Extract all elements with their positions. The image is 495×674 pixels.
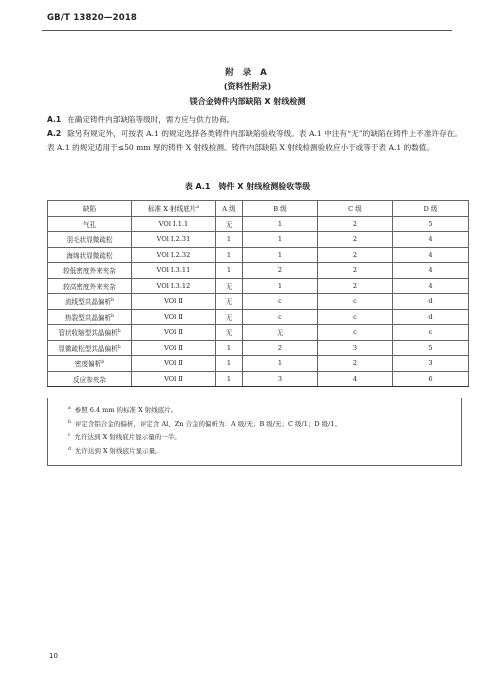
grade-b-cell [243,294,318,310]
grade-c-cell-text: 2 [352,235,358,244]
standard-film-cell [132,356,216,372]
grade-d-cell-text: 4 [428,281,433,290]
grade-d-cell-text: 4 [428,235,433,244]
grade-a-cell-text: 无 [225,313,233,322]
header-grade-b: B 级 [243,201,318,217]
table-note [68,403,461,417]
table-row [48,309,469,325]
grade-a-cell [216,340,243,356]
grade-a-cell-text: 无 [225,220,233,229]
grade-c-cell-text: 2 [352,219,358,228]
footnote-mark: a [68,406,71,411]
grade-b-cell-text: 1 [277,359,283,368]
grade-c-cell [318,371,393,387]
acceptance-grade-table [47,200,469,387]
header-grade-a: A 级 [216,201,243,217]
grade-c-cell-text: 2 [352,359,358,368]
standard-film-cell [132,278,216,294]
grade-b-cell [243,216,318,232]
defect-cell-text: 气孔 [82,220,97,229]
table-note [68,444,461,458]
note-text: 评定含铝合金的偏析，评定含 Al、Zn 合金的偏析为：A 级/无；B 级/无；C 级/1；D 级/1。 [74,419,341,428]
footnote-mark: b [111,313,115,319]
grade-b-cell-text: 2 [277,343,283,352]
defect-cell [48,232,132,248]
grade-b-cell-text: 2 [277,266,283,275]
grade-a-cell-text: 1 [226,266,232,275]
grade-c-cell-text: c [353,297,357,306]
standard-film-cell-text: VOl Ⅱ [164,359,183,368]
grade-c-cell-text: 2 [352,266,358,275]
defect-cell [48,309,132,325]
table-row [48,278,469,294]
grade-c-cell-text: c [353,312,357,321]
paragraph-a2 [47,127,462,155]
annex-title: 镁合金铸件内部缺陷 X 射线检测 [189,97,306,106]
table-row [48,325,469,341]
footnote-mark: d [68,446,71,452]
standard-film-cell-text: VOl Ⅱ [164,374,183,383]
defect-cell [48,278,132,294]
grade-a-cell [216,216,243,232]
grade-d-cell [393,278,469,294]
grade-c-cell-text: 4 [352,374,358,383]
grade-d-cell [393,232,469,248]
grade-a-cell [216,356,243,372]
grade-d-cell [393,294,469,310]
grade-b-cell [243,356,318,372]
grade-b-cell [243,232,318,248]
footnote-mark: b [117,329,121,335]
footnote-mark: a [196,205,200,211]
defect-cell-text: 流线型共晶偏析 [64,298,112,307]
grade-a-cell-text: 无 [225,298,233,307]
grade-d-cell-text: 4 [428,266,433,275]
standard-film-cell-text: VOl Ⅰ.1.1 [158,219,189,228]
paragraph-a1 [47,113,462,127]
defect-cell-text: 海绵状显微疏松 [66,251,113,260]
grade-a-cell-text: 1 [226,235,232,244]
defect-cell-text: 热裂型共晶偏析 [64,313,112,322]
grade-d-cell-text: 5 [428,343,433,352]
grade-d-cell [393,371,469,387]
grade-a-cell [216,263,243,279]
table-row [48,216,469,232]
grade-a-cell-text: 1 [226,374,232,383]
grade-a-cell-text: 1 [226,343,232,352]
note-text: 参照 6.4 mm 的标准 X 射线底片。 [74,406,178,415]
header-rule [42,30,452,31]
defect-cell [48,247,132,263]
grade-b-cell-text: 3 [277,374,283,383]
table-row [48,340,469,356]
grade-d-cell [393,356,469,372]
footnote-mark: b [101,360,105,366]
grade-d-cell-text: 3 [428,359,433,368]
grade-a-cell [216,371,243,387]
grade-c-cell [318,356,393,372]
defect-cell [48,325,132,341]
table-caption: 表 A.1 铸件 X 射线检测验收等级 [184,182,311,191]
footnote-mark: b [68,419,71,425]
grade-a-cell [216,309,243,325]
grade-b-cell-text: 1 [277,235,283,244]
grade-c-cell-text: 2 [352,281,358,290]
page-number: 10 [49,652,58,660]
grade-d-cell [393,309,469,325]
grade-d-cell-text: 5 [428,219,433,228]
defect-cell [48,340,132,356]
standard-film-cell-text: VOl Ⅰ.2.31 [156,235,191,244]
standard-film-cell [132,371,216,387]
grade-c-cell [318,325,393,341]
header-grade-d: D 级 [393,201,469,217]
grade-b-cell-text: 1 [277,250,283,259]
grade-b-cell [243,247,318,263]
note-text: 允许达到 X 射线底片显示量的一半。 [74,433,181,442]
defect-cell [48,356,132,372]
grade-d-cell [393,263,469,279]
grade-d-cell [393,325,469,341]
grade-c-cell [318,309,393,325]
standard-code: GB/T 13820—2018 [47,13,138,23]
table-note [68,417,461,431]
grade-d-cell-text: 6 [428,374,433,383]
grade-a-cell [216,294,243,310]
standard-film-cell-text: VOl Ⅱ [164,312,183,321]
clause-text: 除另有规定外，可按表 A.1 的规定选择各类铸件内部缺陷验收等级。表 A.1 中注有“无”的缺陷在铸件上不准许存在。表 A.1 的规定适用于≤50 mm 厚的铸件 X 射线检测。铸件内部缺陷 X 射线检测验收应小于或等于表 A.1 的数值。 [47,129,462,152]
standard-film-cell [132,247,216,263]
table-row [48,232,469,248]
defect-cell-text: 密度偏析 [74,360,102,369]
standard-film-cell [132,325,216,341]
grade-c-cell [318,294,393,310]
grade-a-cell [216,278,243,294]
grade-b-cell-text: c [278,297,282,306]
grade-b-cell [243,340,318,356]
standard-film-cell-text: VOl Ⅱ [164,328,183,337]
header-film-text: 标准 X 射线底片 [147,205,197,214]
table-header-row [48,201,469,217]
annex-label: 附 录 A [225,68,270,78]
standard-film-cell-text: VOl Ⅱ [164,343,183,352]
defect-cell-text: 羽毛状显微疏松 [66,236,113,245]
grade-c-cell-text: 2 [352,250,358,259]
table-row [48,263,469,279]
standard-film-cell [132,216,216,232]
table-row [48,294,469,310]
grade-c-cell [318,232,393,248]
clause-number: A.2 [47,129,62,138]
grade-a-cell [216,232,243,248]
grade-b-cell-text: c [278,312,282,321]
clause-text: 在确定铸件内部缺陷等级时，需方应与供方协商。 [67,115,235,124]
grade-b-cell-text: 无 [276,329,284,338]
header-grade-c: C 级 [318,201,393,217]
defect-cell [48,216,132,232]
clause-number: A.1 [47,115,62,124]
note-text: 允许达到 X 射线底片显示量。 [74,447,162,456]
standard-film-cell [132,263,216,279]
grade-b-cell-text: 1 [277,219,283,228]
grade-d-cell-text: 4 [428,250,433,259]
grade-c-cell-text: c [353,328,357,337]
standard-film-cell [132,294,216,310]
table-row [48,356,469,372]
grade-b-cell-text: 1 [277,281,283,290]
grade-d-cell [393,340,469,356]
header-defect: 缺陷 [48,201,132,217]
grade-c-cell [318,278,393,294]
grade-d-cell-text: c [428,328,433,337]
table-note [68,430,461,444]
table-notes [47,398,462,466]
grade-b-cell [243,325,318,341]
table-row [48,371,469,387]
grade-c-cell [318,247,393,263]
grade-c-cell [318,263,393,279]
grade-a-cell-text: 无 [225,329,233,338]
grade-b-cell [243,263,318,279]
defect-cell-text: 反应参夹杂 [73,375,106,384]
grade-a-cell-text: 无 [225,282,233,291]
grade-d-cell-text: d [428,312,433,321]
grade-c-cell-text: 3 [352,343,358,352]
grade-b-cell [243,309,318,325]
table-body [48,216,469,387]
grade-c-cell [318,216,393,232]
grade-b-cell [243,278,318,294]
standard-film-cell [132,309,216,325]
standard-film-cell [132,232,216,248]
defect-cell-text: 较高密度外来夹杂 [63,282,116,291]
footnote-mark: b [117,344,121,350]
table-row [48,247,469,263]
grade-a-cell-text: 1 [226,359,232,368]
footnote-mark: b [111,298,115,304]
grade-a-cell-text: 1 [226,250,232,259]
grade-d-cell-text: d [428,297,433,306]
grade-b-cell [243,371,318,387]
defect-cell-text: 显微疏松型共晶偏析 [58,344,118,353]
defect-cell [48,263,132,279]
footnote-mark: c [68,433,71,439]
standard-film-cell-text: VOl Ⅱ [164,297,183,306]
grade-c-cell [318,340,393,356]
grade-a-cell [216,325,243,341]
standard-film-cell [132,340,216,356]
header-standard-film [132,201,216,217]
standard-film-cell-text: VOl Ⅰ.3.12 [156,281,191,290]
grade-d-cell [393,216,469,232]
grade-d-cell [393,247,469,263]
grade-a-cell [216,247,243,263]
standard-film-cell-text: VOl Ⅰ.3.11 [156,266,191,275]
annex-type: (资料性附录) [223,82,272,91]
defect-cell [48,371,132,387]
standard-film-cell-text: VOl Ⅰ.2.32 [156,250,191,259]
defect-cell-text: 管状收缩型共晶偏析 [58,329,118,338]
defect-cell-text: 较低密度外来夹杂 [63,267,116,276]
defect-cell [48,294,132,310]
